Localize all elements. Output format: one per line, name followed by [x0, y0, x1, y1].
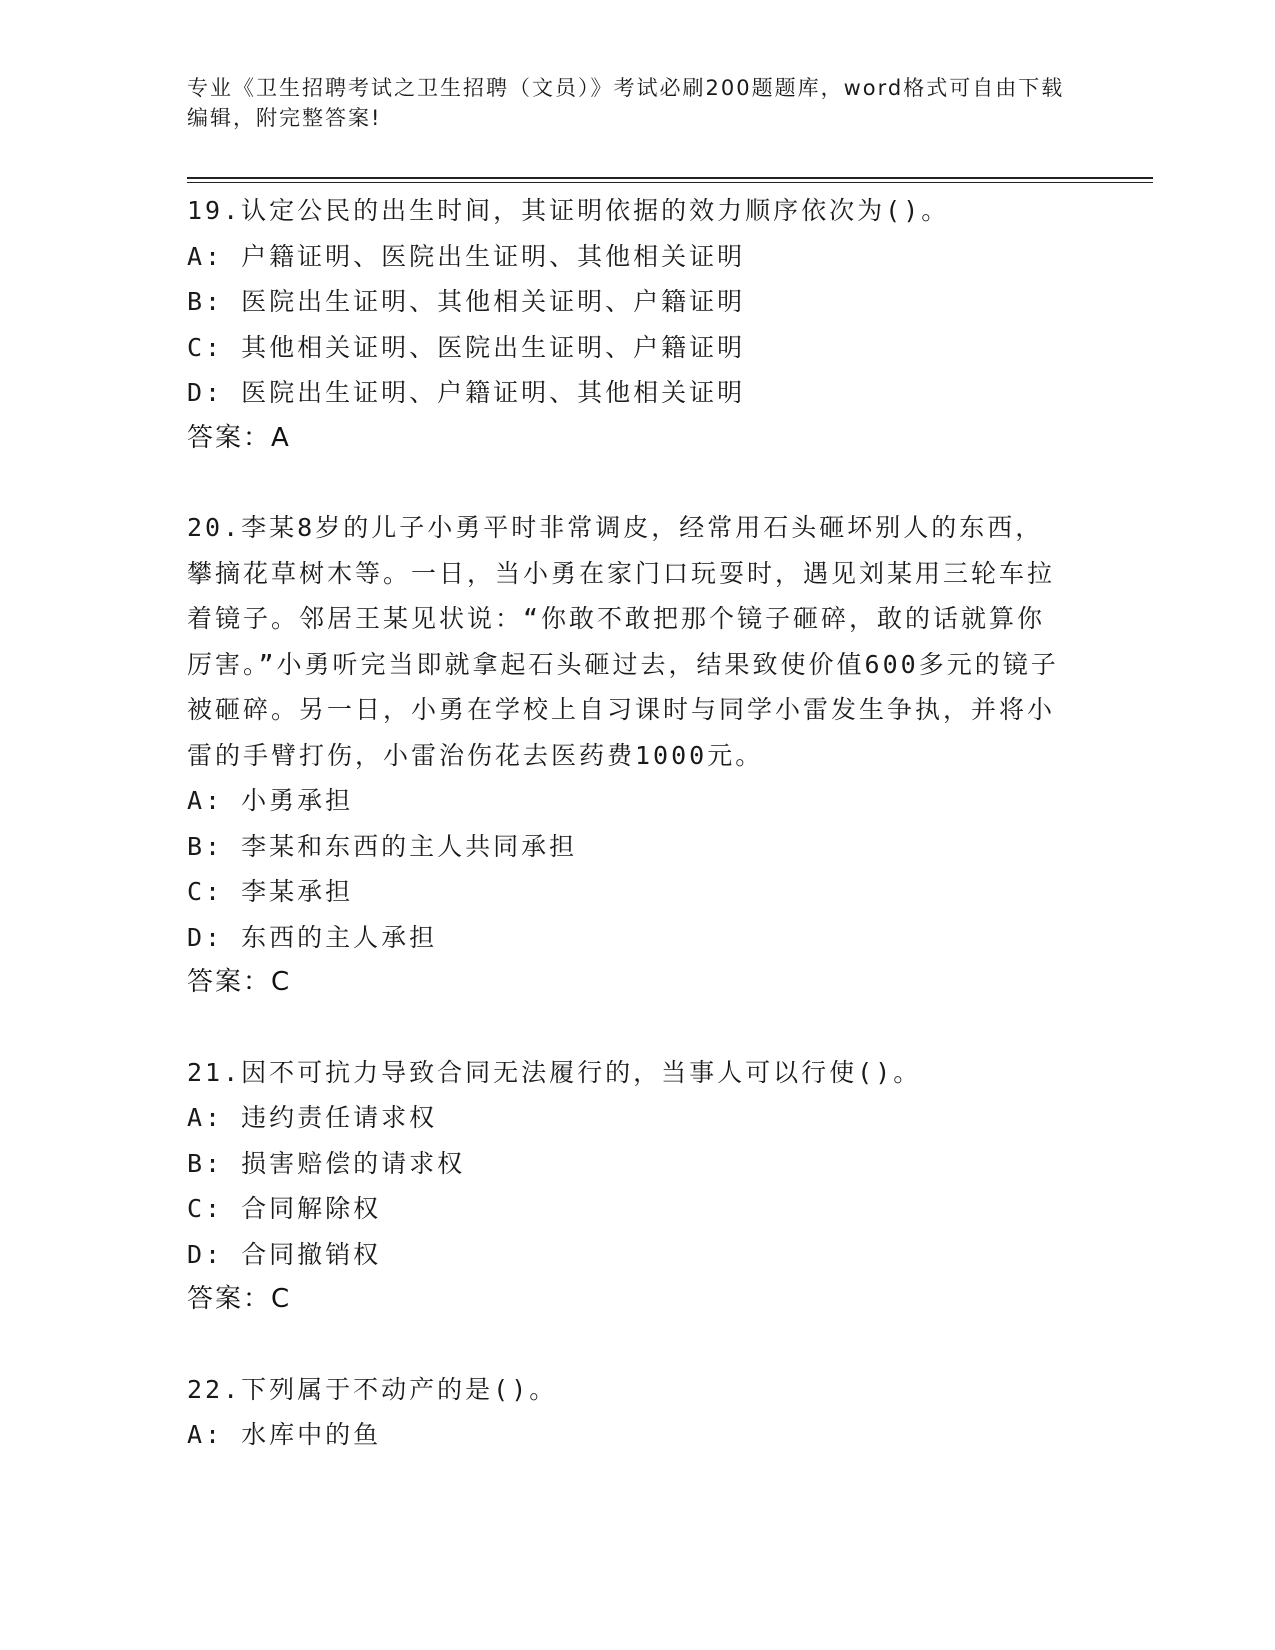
question-stem: 20.李某8岁的儿子小勇平时非常调皮，经常用石头砸坏别人的东西，攀摘花草树木等。一日，当小勇在家门口玩耍时，遇见刘某用三轮车拉着镜子。邻居王某见状说：“你敢不敢把那个镜子砸碎，敢的话就算你厉害。”小勇听完当即就拿起石头砸过去，结果致使价值600多元的镜子被砸碎。另一日，小勇在学校上自习课时与同学小雷发生争执，并将小雷的手臂打伤，小雷治伤花去医药费1000元。 — [187, 513, 1059, 770]
option-d: D: 医院出生证明、户籍证明、其他相关证明 — [187, 378, 746, 407]
question-stem: 21.因不可抗力导致合同无法履行的，当事人可以行使()。 — [187, 1057, 922, 1087]
option-d: D: 东西的主人承担 — [187, 922, 438, 952]
question-20 — [187, 505, 1067, 1006]
option-a: A: 违约责任请求权 — [187, 1103, 438, 1132]
option-b: B: 损害赔偿的请求权 — [187, 1148, 466, 1178]
question-19 — [187, 188, 1067, 461]
option-b: B: 李某和东西的主人共同承担 — [187, 831, 578, 861]
document-header: 专业《卫生招聘考试之卫生招聘（文员）》考试必刷200题题库，word格式可自由下载编辑，附完整答案! — [187, 76, 1065, 130]
answer-line: 答案：A — [187, 422, 291, 453]
option-c: C: 其他相关证明、医院出生证明、户籍证明 — [187, 332, 746, 362]
question-21 — [187, 1050, 1067, 1323]
option-c: C: 李某承担 — [187, 877, 354, 906]
option-a: A: 户籍证明、医院出生证明、其他相关证明 — [187, 241, 746, 271]
option-a: A: 小勇承担 — [187, 786, 354, 815]
option-a: A: 水库中的鱼 — [187, 1420, 382, 1449]
option-c: C: 合同解除权 — [187, 1194, 382, 1223]
question-spacer — [187, 461, 1067, 505]
question-stem: 22.下列属于不动产的是()。 — [187, 1374, 558, 1404]
option-d: D: 合同撤销权 — [187, 1239, 382, 1269]
answer-line: 答案：C — [187, 1284, 292, 1314]
answer-line: 答案：C — [187, 967, 292, 997]
question-list — [187, 188, 1067, 1458]
question-stem: 19.认定公民的出生时间，其证明依据的效力顺序依次为()。 — [187, 196, 950, 225]
header-divider-thick — [187, 177, 1153, 179]
header-divider-thin — [187, 182, 1153, 183]
question-spacer — [187, 1323, 1067, 1367]
option-b: B: 医院出生证明、其他相关证明、户籍证明 — [187, 287, 746, 316]
question-spacer — [187, 1006, 1067, 1050]
question-22 — [187, 1367, 1067, 1458]
